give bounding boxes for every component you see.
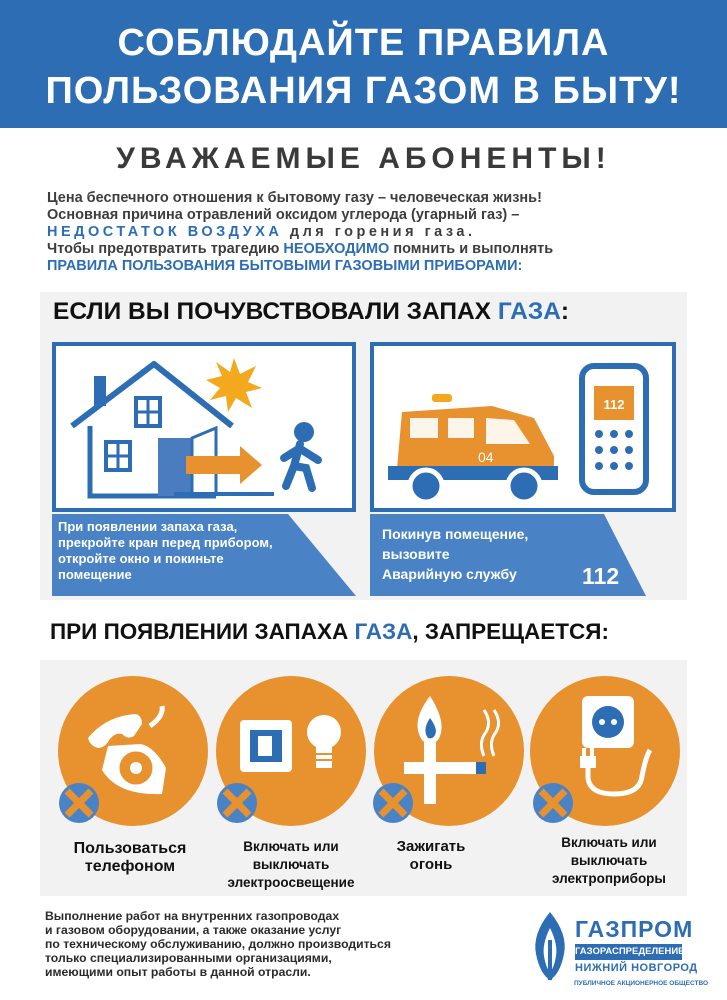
intro-text xyxy=(47,190,687,275)
house-exit-icon xyxy=(56,346,352,508)
emergency-number: 112 xyxy=(582,563,620,589)
forbid-caption-fire: Зажигать огонь xyxy=(396,838,466,873)
intro-line: Чтобы предотвратить трагедию НЕОБХОДИМО помнить и выполнять xyxy=(47,241,554,257)
emergency-van-icon xyxy=(374,346,672,508)
intro-line: Цена беспечного отношения к бытовому газу – человеческая жизнь! xyxy=(47,190,542,206)
phone-number: 112 xyxy=(603,397,625,412)
logo-brand: ГАЗПРОМ xyxy=(575,916,694,942)
van-number: 04 xyxy=(478,449,494,465)
forbid-caption-light: Включать или выключать электроосвещение xyxy=(227,839,355,890)
smell-heading: ЕСЛИ ВЫ ПОЧУВСТВОВАЛИ ЗАПАХ ГАЗА: xyxy=(53,298,570,325)
header-title-line1: СОБЛЮДАЙТЕ ПРАВИЛА xyxy=(117,22,610,64)
emergency-illustration-frame xyxy=(370,342,676,512)
intro-line: Основная причина отравлений оксидом углерода (угарный газ) – xyxy=(47,207,520,223)
gazprom-flame-icon xyxy=(528,910,572,982)
footer-notice: Выполнение работ на внутренних газопроводах и газовом оборудовании, а также оказание услуг по техническому обслуживанию, должно производиться только специализированными организациями, имеющими опыт работы в данной отрасли. xyxy=(45,909,391,979)
forbid-heading: ПРИ ПОЯВЛЕНИИ ЗАПАХА ГАЗА, ЗАПРЕЩАЕТСЯ: xyxy=(50,619,609,644)
header-banner xyxy=(0,0,727,128)
logo-subtitle: ГАЗОРАСПРЕДЕЛЕНИЕ xyxy=(575,944,682,960)
prohibited-icon xyxy=(372,782,414,824)
greeting: УВАЖАЕМЫЕ АБОНЕНТЫ! xyxy=(116,142,611,175)
right-caption-text: Покинув помещение, вызовите Аварийную службу xyxy=(382,526,529,582)
prohibited-icon xyxy=(216,782,258,824)
prohibited-icon xyxy=(58,782,100,824)
header-title-line2: ПОЛЬЗОВАНИЯ ГАЗОМ В БЫТУ! xyxy=(45,70,682,112)
forbid-caption-appliances: Включать или выключать электроприборы xyxy=(552,835,666,886)
intro-line: НЕДОСТАТОК ВОЗДУХА для горения газа. xyxy=(47,224,476,240)
intro-emphasis: НЕОБХОДИМО xyxy=(283,241,390,257)
left-caption-text: При появлении запаха газа, прекройте кран перед прибором, откройте окно и покиньте помещение xyxy=(58,519,273,582)
prohibited-icon xyxy=(532,782,574,824)
logo-company: ПУБЛИЧНОЕ АКЦИОНЕРНОЕ ОБЩЕСТВО xyxy=(574,980,709,987)
logo-city: НИЖНИЙ НОВГОРОД xyxy=(575,962,698,974)
intro-emphasis: НЕДОСТАТОК ВОЗДУХА xyxy=(47,224,283,240)
forbid-caption-telephone: Пользоваться телефоном xyxy=(73,840,187,875)
house-illustration-frame xyxy=(52,342,356,512)
intro-line: ПРАВИЛА ПОЛЬЗОВАНИЯ БЫТОВЫМИ ГАЗОВЫМИ ПРИБОРАМИ: xyxy=(47,258,523,274)
